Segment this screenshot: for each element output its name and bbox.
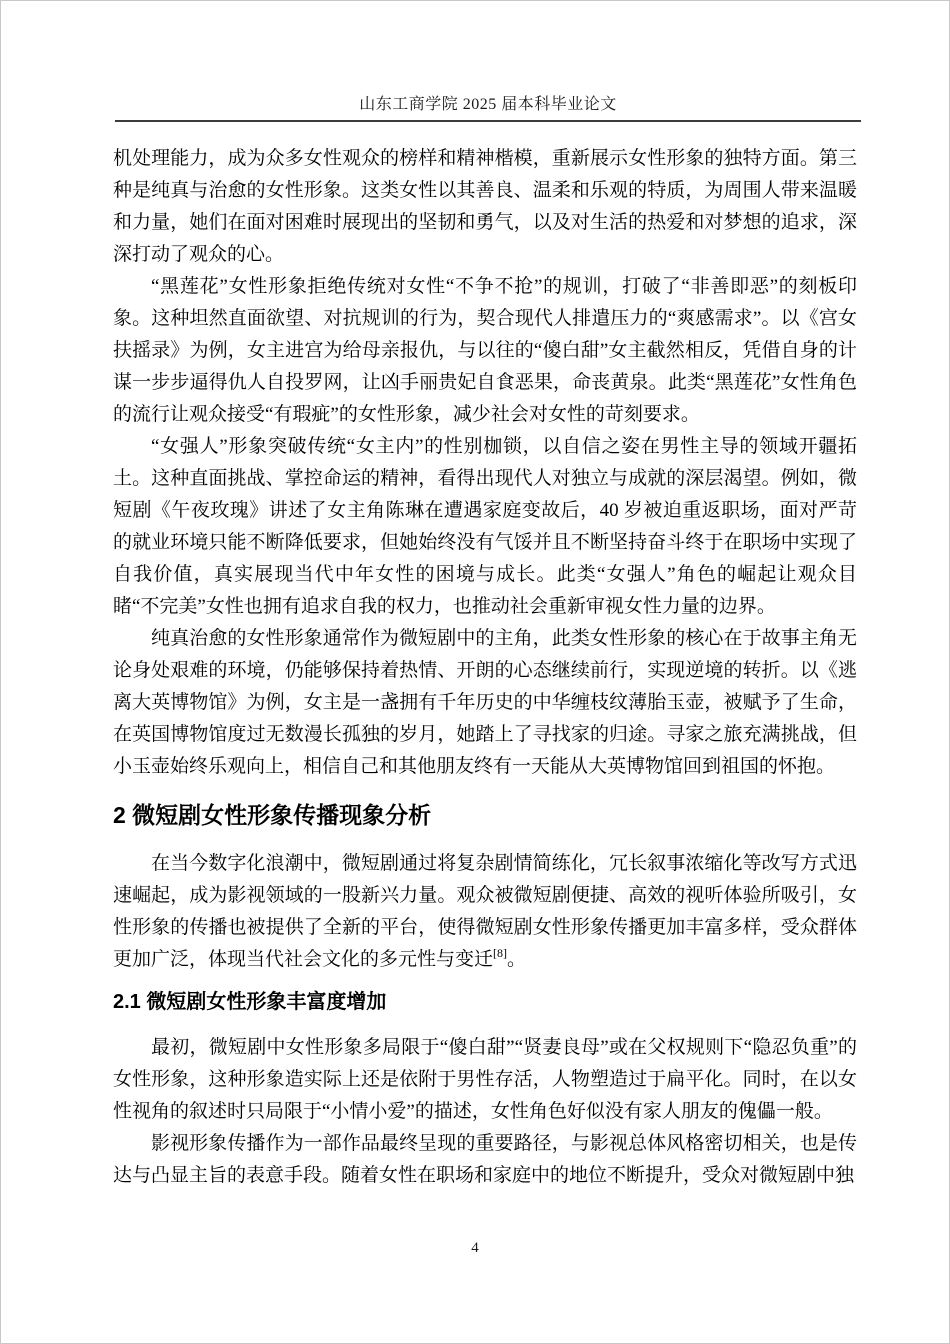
paragraph-image-path: 影视形象传播作为一部作品最终呈现的重要路径，与影视总体风格密切相关，也是传达与凸显主旨的表意手段。随着女性在职场和家庭中的地位不断提升，受众对微短剧中独 [113, 1133, 857, 1186]
header-rule [115, 120, 861, 122]
page-header [115, 1, 861, 122]
document-content [113, 143, 857, 1192]
paragraph-dissemination-period: 。 [507, 949, 527, 970]
paragraph-strong-woman: “女强人”形象突破传统“女主内”的性别枷锁，以自信之姿在男性主导的领域开疆拓土。这种直面挑战、掌控命运的精神，看得出现代人对独立与成就的深层渴望。例如，微短剧《午夜玫瑰》讲述了女主角陈琳在遭遇家庭变故后，40 岁被迫重返职场，面对严苛的就业环境只能不断降低要求，但她始终没有气馁并且不断坚持奋斗终于在职场中实现了自我价值，真实展现当代中年女性的困境与成长。此类“女强人”角色的崛起让观众目睹“不完美”女性也拥有追求自我的权力，也推动社会重新审视女性力量的边界。 [113, 436, 857, 617]
paragraph-richness-increase: 最初，微短剧中女性形象多局限于“傻白甜”“贤妻良母”或在父权规则下“隐忍负重”的女性形象，这种形象造实际上还是依附于男性存活，人物塑造过于扁平化。同时，在以女性视角的叙述时只局限于“小情小爱”的描述，女性角色好似没有家人朋友的傀儡一般。 [113, 1037, 857, 1122]
paragraph-continuation: 机处理能力，成为众多女性观众的榜样和精神楷模，重新展示女性形象的独特方面。第三种是纯真与治愈的女性形象。这类女性以其善良、温柔和乐观的特质，为周围人带来温暖和力量，她们在面对困难时展现出的坚韧和勇气，以及对生活的热爱和对梦想的追求，深深打动了观众的心。 [113, 148, 857, 265]
page-number: 4 [471, 1240, 479, 1256]
paragraph-black-lotus: “黑莲花”女性形象拒绝传统对女性“不争不抢”的规训，打破了“非善即恶”的刻板印象。这种坦然直面欲望、对抗规训的行为，契合现代人排遣压力的“爽感需求”。以《宫女扶摇录》为例，女主进宫为给母亲报仇，与以往的“傻白甜”女主截然相反，凭借自身的计谋一步步逼得仇人自投罗网，让凶手丽贵妃自食恶果，命丧黄泉。此类“黑莲花”女性角色的流行让观众接受“有瑕疵”的女性形象，减少社会对女性的苛刻要求。 [113, 276, 857, 425]
header-title: 山东工商学院 2025 届本科毕业论文 [359, 96, 617, 113]
section-2-heading: 2 微短剧女性形象传播现象分析 [113, 802, 432, 828]
paragraph-dissemination-text: 在当今数字化浪潮中，微短剧通过将复杂剧情简练化，冗长叙事浓缩化等改写方式迅速崛起，成为影视领域的一股新兴力量。观众被微短剧便捷、高效的视听体验所吸引，女性形象的传播也被提供了全新的平台，使得微短剧女性形象传播更加丰富多样，受众群体更加广泛，体现当代社会文化的多元性与变迁 [113, 853, 857, 970]
paragraph-pure-healing: 纯真治愈的女性形象通常作为微短剧中的主角，此类女性形象的核心在于故事主角无论身处艰难的环境，仍能够保持着热情、开朗的心态继续前行，实现逆境的转折。以《逃离大英博物馆》为例，女主是一盏拥有千年历史的中华缠枝纹薄胎玉壶，被赋予了生命，在英国博物馆度过无数漫长孤独的岁月，她踏上了寻找家的归途。寻家之旅充满挑战，但小玉壶始终乐观向上，相信自己和其他朋友终有一天能从大英博物馆回到祖国的怀抱。 [113, 628, 857, 777]
section-2-1-heading: 2.1 微短剧女性形象丰富度增加 [113, 991, 387, 1013]
citation-ref-8: [8] [493, 945, 508, 960]
page-footer [1, 1239, 949, 1257]
paragraph-dissemination-overview [113, 848, 857, 976]
